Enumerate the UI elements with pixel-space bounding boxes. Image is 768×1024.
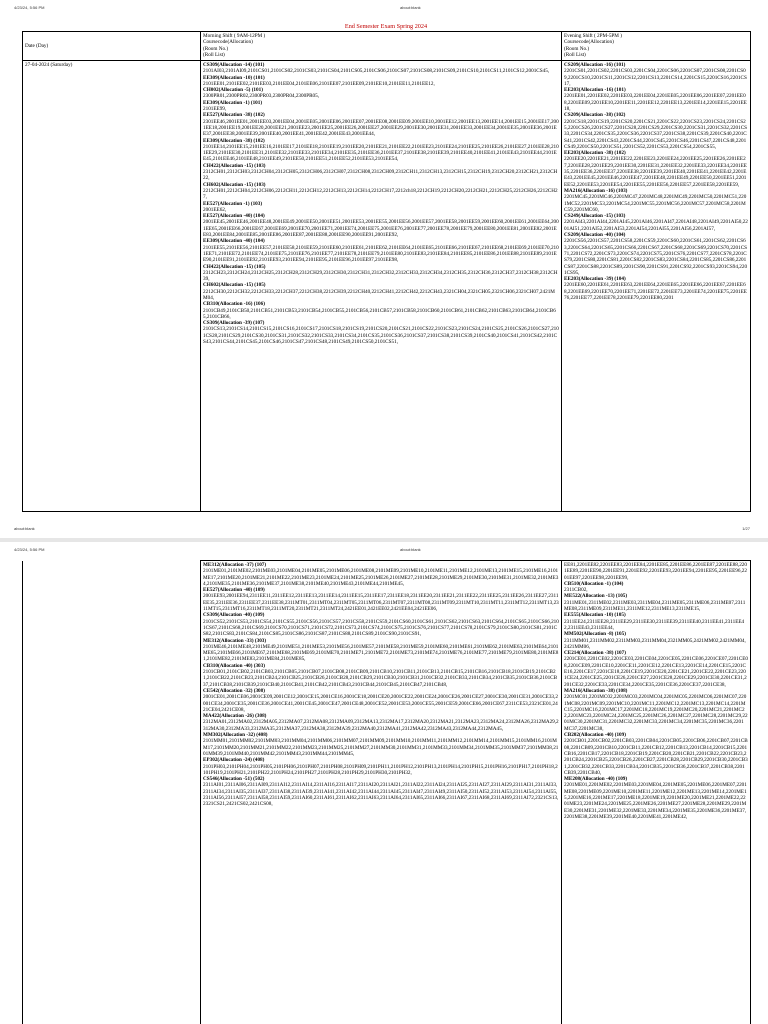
- allocation-roll-list: 2201ME01,2201ME02,2201ME03,2201ME04,2201ME05,2201ME06,2201ME07,2201ME08,2201ME09,2201ME10,2201ME11,2201ME12,2201ME13,2201ME14,2201ME15,2201ME16,2201ME17,2201ME18,2201ME19,2201ME20,2201ME21,2201ME22,2201ME23,2201ME24,2201ME25,2201ME26,2201ME27,2201ME28,2201ME29,2201ME30,2201ME31,2201ME32,2201ME33,2201ME34,2201ME35,2201ME36,2201ME37,2201ME38,2201ME39,2201ME40,2201ME41,2201ME42,: [564, 782, 747, 820]
- allocation-course-code: EE203(Allocation -39) (104): [564, 276, 626, 283]
- allocation-entry: [203, 112, 559, 137]
- print-timestamp: 4/23/24, 5:56 PM: [14, 547, 45, 552]
- exam-title: End Semester Exam Spring 2024: [344, 23, 428, 30]
- allocation-course-code: MA422(Allocation -26) (308): [203, 713, 267, 720]
- evening-header-line: (Roll List): [564, 51, 586, 58]
- allocation-course-code: CE214(Allocation -38) (107): [564, 650, 626, 657]
- allocation-roll-list: 2201MC45,2201MC46,2201MC47,2201MC48,2201MC49,2201MC50,2201MC51,2201MC52,2201MC53,2201MC54,2201MC55,2201MC56,2201MC57,2201MC58,2201MC59,2201MC60,: [564, 194, 747, 213]
- allocation-course-code: CH002(Allocation -5) (101): [203, 87, 263, 94]
- morning-entries: [203, 62, 559, 510]
- evening-entries-continued: [564, 562, 748, 1024]
- print-url-title: about:blank: [400, 547, 421, 552]
- allocation-entry: [203, 201, 559, 214]
- allocation-roll-list: 2201EE01,2201EE02,2201EE03,2201EE04,2201EE05,2201EE06,2201EE07,2201EE08,2201EE09,2201EE10,2201EE11,2201EE12,2201EE13,2201EE14,2201EE15,2201EE18,: [564, 93, 747, 113]
- allocation-entry: [564, 581, 748, 594]
- allocation-roll-list: 2001EE62,: [203, 206, 227, 213]
- allocation-entry: [564, 213, 748, 232]
- allocation-entry: [564, 276, 748, 301]
- allocation-course-code: CB202(Allocation -40) (109): [564, 732, 626, 739]
- allocation-entry: [564, 87, 748, 112]
- allocation-roll-list: 2001EE45,2001EE46,2001EE48,2001EE49,2001EE50,2001EE51,2001EE53,2001EE55,2001EE56,2001EE57,2001EE58,2001EE59,2001EE60,2001EE61,2001EE64,2001EE65,2001EE66,2001EE67,2001EE69,2001EE70,2001EE71,2001EE74,2001EE75,2001EE76,2001EE77,2001EE78,2001EE79,2001EE80,2001EE81,2001EE82,2001EE83,2001EE84,2001EE85,2001EE86,2001EE87,2001EE88,2001EE90,2001EE91,2001EE92,: [203, 219, 559, 239]
- allocation-course-code: CH602(Allocation -15) (103): [203, 181, 266, 188]
- evening-header-line: Evening Shift ( 2PM-5PM ): [564, 33, 622, 39]
- evening-header-line: (Room No.): [564, 45, 590, 52]
- allocation-course-code: ME522(Allocation -13) (105): [564, 593, 628, 600]
- allocation-roll-list: 2101MM01,2101MM02,2101MM03,2101MM04,2101MM06,2101MM07,2101MM09,2101MM10,2101MM11,2101MM12,2101MM14,2101MM15,2101MM16,2101MM17,2101MM20,2101MM21,2101MM22,2101MM23,2101MM25,2101MM27,2101MM30,2101MM31,2101MM33,2101MM34,2101MM35,2101MM37,2101MM38,2101MM39,2101MM40,2101MM42,2101MM43,2101MM44,2101MM45,: [203, 738, 559, 757]
- allocation-course-code: CB310(Allocation -40) (303): [203, 662, 265, 669]
- allocation-entry: [203, 163, 559, 182]
- allocation-course-code: CH422(Allocation -15) (105): [203, 263, 266, 270]
- allocation-entry: [203, 282, 559, 301]
- allocation-course-code: EE309(Allocation -38) (102): [203, 137, 265, 144]
- allocation-roll-list: 2201CS01,2201CS02,2201CS03,2201CS04,2201CS06,2201CS07,2201CS08,2201CS09,2201CS10,2201CS11,2201CS12,2201CS13,2201CS14,2201CS15,2201CS16,2201CS17,: [564, 68, 747, 87]
- allocation-entry: [203, 776, 559, 807]
- date-row: [23, 61, 751, 512]
- evening-cell: [562, 61, 751, 512]
- allocation-entry: [564, 62, 748, 87]
- allocation-roll-list: 2101CB49,2101CB50,2101CB51,2101CB53,2101CB54,2101CB55,2101CB56,2101CB57,2101CB58,2101CB60,2101CB61,2101CB62,2101CB63,2101CB64,2101CB65,2101CB66,: [203, 307, 556, 320]
- allocation-entry: [564, 776, 748, 820]
- allocation-roll-list: 2101AI03,2101AI09,2101CS01,2101CS02,2101CS03,2101CS04,2101CS05,2101CS06,2101CS07,2101CS08,2101CS09,2101CS10,2101CS11,2101CS12,2001CS45,: [203, 68, 550, 75]
- header-row: [23, 32, 751, 61]
- allocation-roll-list: 2201CS18,2201CS19,2201CS20,2201CS21,2201CS22,2201CS23,2201CS24,2201CS25,2201CS26,2201CS27,2201CS28,2201CS29,2201CS30,2201CS31,2201CS32,2201CS33,2201CS34,2201CS35,2201CS36,2201CS37,2201CS38,2201CS39,2201CS40,2201CS41,2201CS42,2201CS43,2201CS44,2201CS45,2201CS46,2201CS47,2201CS48,2201CS49,2201CS50,2201CS51,2201CS52,2201CS53,2201CS54,2201CS55,: [564, 118, 748, 150]
- exam-sheet-continued: [22, 560, 750, 1024]
- allocation-entry: [564, 732, 748, 776]
- allocation-entry: [203, 138, 559, 163]
- morning-cell: [201, 61, 562, 512]
- evening-header-line: Coursecode(Allocation): [564, 39, 614, 46]
- allocation-roll-list: 2101PH03,2101PH04,2101PH05,2101PH06,2101PH07,2101PH08,2101PH09,2101PH11,2101PH12,2101PH13,2101PH14,2101PH15,2101PH16,2101PH17,2101PH18,2101PH19,2101PH21,2101PH22,2101PH24,2101PH27,2101PH28,2101PH29,2101PH30,2101PH32,: [203, 763, 558, 776]
- allocation-course-code: EP302(Allocation -24) (408): [203, 757, 265, 764]
- morning-header-line: Morning Shift ( 9AM-12PM ): [203, 33, 266, 39]
- allocation-roll-list: 2301EE46,2001EE01,2001EE03,2001EE04,2001EE05,2001EE06,2001EE07,2001EE08,2001EE09,2001EE10,2001EE12,2001EE13,2001EE14,2001EE15,2001EE17,2001EE18,2001EE19,2001EE20,2001EE21,2001EE23,2001EE25,2001EE26,2001EE27,2001EE29,2001EE30,2001EE31,2001EE33,2001EE34,2001EE35,2001EE36,2001EE37,2001EE38,2001EE39,2001EE40,2001EE41,2001EE42,2001EE43,2001EE44,: [203, 118, 559, 138]
- allocation-entry: [203, 238, 559, 263]
- allocation-course-code: EE527(Allocation -40) (109): [203, 587, 265, 594]
- morning-entries-continued: [203, 562, 559, 1024]
- allocation-course-code: CH422(Allocation -15) (103): [203, 162, 266, 169]
- allocation-entry: [564, 150, 748, 188]
- print-header: [0, 547, 768, 555]
- allocation-course-code: CS309(Allocation -39) (107): [203, 320, 265, 327]
- allocation-course-code: CS249(Allocation -15) (103): [564, 213, 626, 220]
- allocation-course-code: MA216(Allocation -38) (108): [564, 687, 628, 694]
- allocation-course-code: EE309(Allocation -10) (101): [203, 74, 265, 81]
- morning-header-line: (Room No.): [203, 45, 229, 52]
- allocation-roll-list: 2300PR01,2300PR02,2300PR03,2300PR04,2300PR05,: [203, 93, 320, 100]
- allocation-entry: [203, 320, 559, 345]
- evening-cell-continued: [562, 561, 751, 1024]
- allocation-entry: [564, 593, 748, 612]
- allocation-entry: [203, 213, 559, 238]
- date-cell-continued: [23, 561, 201, 1024]
- allocation-course-code: EE203(Allocation -16) (101): [564, 87, 626, 94]
- allocation-entry: [203, 587, 559, 612]
- allocation-course-code: ME312(Allocation -37) (107): [203, 562, 267, 568]
- evening-entries: [564, 62, 748, 510]
- allocation-course-code: MM502(Allocation -8) (105): [564, 631, 626, 638]
- allocation-entry: [564, 650, 748, 688]
- print-page-2: [0, 542, 768, 1024]
- allocation-entry: [203, 100, 559, 113]
- continued-row: [23, 561, 751, 1024]
- allocation-roll-list: 2311MM01,2311MM02,2311MM03,2311MM04,2321MM05,2421MM02,2421MM04,2421MM06,: [564, 637, 746, 650]
- schedule-table: [22, 31, 751, 512]
- allocation-roll-list: 2311AI01,2311AI06,2311AI09,2311AI12,2311AI14,2311AI16,2311AI17,2311AI20,2311AI21,2311AI22,2311AI24,2311AI25,2311AI27,2311AI29,2311AI31,2311AI33,2311AI34,2311AI35,2311AI37,2311AI38,2311AI39,2311AI41,2311AI42,2311AI44,2311AI45,2311AI47,2311AI49,2311AI50,2311AI52,2311AI53,2311AI54,2311AI55,2311AI56,2311AI57,2311AI58,2311AI59,2311AI60,2311AI61,2311AI62,2311AI63,2311AI64,2311AI65,2311AI66,2311AI67,2311AI68,2311AI69,2311AI72,2321CS13,2321CS21,2421CS02,2421CS08,: [203, 782, 559, 808]
- print-timestamp: 4/23/24, 5:56 PM: [14, 5, 45, 10]
- exam-sheet: [22, 22, 750, 512]
- allocation-course-code: CE542(Allocation -32) (308): [203, 687, 265, 694]
- allocation-entry: [564, 612, 748, 631]
- date-cell: 27-04-2024 (Saturday): [23, 61, 201, 512]
- allocation-course-code: ME312(Allocation -33) (303): [203, 637, 267, 644]
- allocation-roll-list: 2101EE55,2101EE56,2101EE57,2101EE58,2101EE59,2101EE60,2101EE61,2101EE62,2101EE64,2101EE65,2101EE66,2101EE67,2101EE68,2101EE69,2101EE70,2101EE71,2101EE72,2101EE74,2101EE75,2101EE76,2101EE77,2101EE78,2101EE79,2101EE80,2101EE83,2101EE84,2101EE85,2101EE86,2101EE88,2101EE89,2101EE90,2101EE91,2101EE92,2101EE93,2101EE94,2101EE95,2101EE96,2101EE97,2101EE98,: [203, 244, 559, 264]
- allocation-course-code: MA216(Allocation -16) (103): [564, 187, 628, 194]
- allocation-course-code: CS546(Allocation -51) (502): [203, 776, 265, 783]
- allocation-roll-list: 2201MC01,2201MC02,2201MC03,2201MC04,2201MC05,2201MC06,2201MC07,2201MC08,2201MC09,2201MC10,2201MC11,2201MC12,2201MC13,2201MC14,2201MC15,2201MC16,2201MC17,2201MC18,2201MC19,2201MC20,2201MC21,2201MC22,2201MC23,2201MC24,2201MC25,2201MC26,2201MC27,2201MC28,2201MC29,2201MC30,2201MC31,2201MC32,2201MC33,2201MC34,2201MC35,2201MC36,2201MC37,2201MC38,: [564, 694, 748, 732]
- allocation-roll-list: 2001EE93,2001EE94,2311EE11,2311EE12,2311EE13,2311EE14,2311EE15,2311EE17,2311EE18,2311EE20,2311EE21,2311EE22,2311EE25,2311EE26,2311EE27,2311EE35,2311EE36,2311EE37,2311EE38,2311MT01,2311MT04,2311MT05,2311MT06,2311MT07,2311MT08,2311MT09,2311MT10,2311MT11,2311MT12,2311MT13,2311MT15,2311MT16,2311MT18,2311MT20,2311MT21,2311MT24,2421EE01,2421EE02,2421EE04,2421EE06,: [203, 593, 559, 613]
- allocation-entry: [564, 688, 748, 732]
- allocation-roll-list: 2201AI43,2201AI44,2201AI45,2201AI46,2201AI47,2201AI48,2201AI49,2201AI50,2201AI51,2201AI52,2201AI53,2201AI54,2201AI55,2201AI56,2201AI57,: [564, 219, 748, 232]
- print-footer-url: about:blank: [14, 526, 35, 531]
- allocation-course-code: CS309(Allocation -40) (109): [203, 612, 265, 619]
- allocation-roll-list: 2201CB01,2201CB02,2201CB03,2201CB04,2201CB05,2201CB06,2201CB07,2201CB08,2201CB09,2201CB10,2201CB11,2201CB12,2201CB13,2201CB14,2201CB15,2201CB16,2201CB17,2201CB18,2201CB19,2201CB20,2201CB21,2201CB22,2201CB23,2201CB24,2201CB25,2201CB26,2201CB27,2201CB28,2201CB29,2201CB30,2201CB31,2201CB32,2201CB33,2201CB34,2201CB35,2201CB36,2201CB37,2201CB38,2201CB39,2201CB40,: [564, 738, 748, 776]
- allocation-course-code: CS209(Allocation -38) (102): [564, 112, 626, 119]
- allocation-entry: [564, 188, 748, 213]
- print-header: [0, 5, 768, 13]
- allocation-entry: [203, 562, 559, 587]
- allocation-roll-list: 2101CS13,2101CS14,2101CS15,2101CS16,2101CS17,2101CS18,2101CS19,2101CS20,2101CS21,2101CS22,2101CS23,2101CS24,2101CS25,2101CS26,2101CS27,2101CS28,2101CS29,2101CS30,2101CS31,2101CS32,2101CS33,2101CS34,2101CS35,2101CS36,2101CS37,2101CS38,2101CS39,2101CS40,2101CS41,2101CS42,2101CS43,2101CS44,2101CS45,2101CS46,2101CS47,2101CS48,2101CS49,2101CS50,2101CS51,: [203, 326, 559, 346]
- allocation-roll-list: 2201EE20,2201EE21,2201EE22,2201EE23,2201EE24,2201EE25,2201EE26,2201EE27,2201EE28,2201EE29,2201EE30,2201EE31,2201EE32,2201EE33,2201EE34,2201EE35,2201EE36,2201EE37,2201EE38,2201EE39,2201EE40,2201EE41,2201EE42,2201EE43,2201EE45,2201EE46,2201EE47,2201EE48,2201EE49,2201EE50,2201EE51,2201EE52,2201EE53,2201EE54,2201EE55,2201EE56,2201EE57,2201EE58,2201EE59,: [564, 156, 747, 188]
- allocation-course-code: EE527(Allocation -40) (104): [203, 213, 265, 220]
- allocation-entry: [203, 732, 559, 757]
- allocation-roll-list: 2101CB01,2101CB02,2101CB03,2101CB05,2101CB07,2101CB08,2101CB09,2101CB10,2101CB11,2101CB13,2101CB15,2101CB16,2101CB18,2101CB19,2101CB21,2101CB22,2101CB23,2101CB24,2101CB25,2101CB26,2101CB28,2101CB29,2101CB30,2101CB31,2101CB32,2101CB33,2101CB34,2101CB35,2101CB36,2101CB37,2101CB38,2101CB39,2101CB40,2101CB41,2101CB42,2101CB43,2101CB44,2101CB45,2101CB47,2101CB48,: [203, 669, 558, 688]
- allocation-entry: [564, 631, 748, 650]
- allocation-roll-list: 2101ME46,2101ME48,2101ME49,2101ME51,2101ME53,2101ME56,2101ME57,2101ME58,2101ME59,2101ME60,2101ME61,2101ME62,2101ME63,2101ME64,2101ME65,2101ME66,2101ME67,2101ME68,2101ME69,2101ME70,2101ME71,2101ME72,2101ME73,2101ME74,2101ME76,2101ME77,2101ME79,2101ME80,2101ME81,2101ME82,2101ME83,2101ME84,2101ME85,: [203, 643, 559, 663]
- allocation-roll-list: 2101EE99,: [203, 106, 227, 113]
- allocation-entry: [203, 612, 559, 637]
- print-url-title: about:blank: [400, 5, 421, 10]
- allocation-course-code: EE203(Allocation -38) (102): [564, 150, 626, 157]
- allocation-entry: [564, 562, 748, 581]
- allocation-entry: [203, 75, 559, 88]
- allocation-course-code: CB310(Allocation -16) (106): [203, 301, 265, 308]
- allocation-course-code: MM302(Allocation -32) (408): [203, 732, 268, 739]
- evening-header: [562, 32, 751, 61]
- allocation-roll-list: 2312CH01,2312CH03,2312CH04,2312CH05,2312CH06,2312CH07,2312CH08,2312CH09,2312CH11,2312CH13,2312CH15,2312CH19,2312CH20,2312CH21,2312CH22,: [203, 169, 558, 182]
- allocation-course-code: EE309(Allocation -1) (101): [203, 99, 263, 106]
- allocation-entry: [203, 264, 559, 283]
- date-header: Date (Day): [23, 32, 201, 61]
- allocation-course-code: CB510(Allocation -1) (104): [564, 580, 624, 587]
- allocation-entry: [203, 87, 559, 100]
- allocation-course-code: EE555(Allocation -10) (105): [564, 612, 626, 619]
- allocation-roll-list: 2101ME01,2101ME02,2101ME03,2101ME04,2101ME05,2101ME06,2101ME08,2101ME09,2101ME10,2101ME11,2101ME12,2101ME13,2101ME15,2101ME16,2101ME17,2101ME20,2101ME21,2101ME22,2101ME23,2101ME24,2101ME25,2101ME26,2101ME27,2101ME28,2101ME29,2101ME30,2101ME31,2101ME32,2101ME34,2101ME35,2101ME36,2101ME37,2101ME38,2101ME40,2101ME43,2101ME44,2101ME45,: [203, 568, 559, 587]
- allocation-course-code: CS209(Allocation -40) (104): [564, 232, 626, 239]
- allocation-course-code: EE527(Allocation -1) (103): [203, 200, 263, 207]
- allocation-entry: [203, 713, 559, 732]
- allocation-entry: [564, 232, 748, 276]
- allocation-roll-list: EE81,2201EE82,2201EE83,2201EE84,2201EE85,2201EE86,2201EE87,2201EE88,2201EE89,2201EE90,2201EE91,2201EE92,2201EE93,2201EE94,2201EE95,2201EE96,2201EE97,2201EE98,2201EE99,: [564, 562, 747, 581]
- allocation-entry: [203, 62, 559, 75]
- allocation-entry: [203, 182, 559, 201]
- allocation-roll-list: 2311ME01,2311ME02,2311ME03,2311ME04,2311ME05,2311ME06,2311ME07,2311ME08,2311ME09,2311ME11,2311ME12,2311ME13,2311ME15,: [564, 599, 746, 613]
- allocation-roll-list: 2101EE14,2101EE15,2101EE16,2101EE17,2101EE18,2101EE19,2101EE20,2101EE21,2101EE22,2101EE23,2101EE24,2101EE25,2101EE26,2101EE27,2101EE28,2101EE29,2101EE30,2101EE31,2101EE32,2101EE33,2101EE34,2101EE35,2101EE36,2101EE37,2101EE38,2101EE39,2101EE40,2101EE41,2101EE43,2101EE44,2101EE45,2101EE46,2101EE48,2101EE49,2101EE50,2101EE51,2101EE52,2101EE53,2101EE54,: [203, 143, 559, 163]
- allocation-course-code: EE309(Allocation -40) (104): [203, 238, 265, 245]
- allocation-roll-list: 2201CS56,2201CS57,2201CS58,2201CS59,2201CS60,2201CS61,2201CS62,2201CS63,2201CS64,2201CS65,2201CS66,2201CS67,2201CS68,2201CS69,2201CS70,2201CS71,2201CS72,2201CS73,2201CS74,2201CS75,2201CS76,2201CS77,2201CS78,2201CS79,2201CS80,2201CS81,2201CS82,2201CS83,2201CS84,2201CS85,2201CS86,2201CS87,2201CS88,2201CS89,2201CS90,2201CS91,2201CS92,2201CS93,2201CS94,2201CS95,: [564, 238, 748, 276]
- allocation-roll-list: 2201CE01,2201CE02,2201CE03,2201CE04,2201CE05,2201CE06,2201CE07,2201CE08,2201CE09,2201CE10,2201CE11,2201CE12,2201CE13,2201CE14,2201CE15,2201CE16,2201CE17,2201CE18,2201CE19,2201CE20,2201CE21,2201CE22,2201CE23,2201CE24,2201CE25,2201CE26,2201CE27,2201CE28,2201CE29,2201CE30,2201CE31,2201CE32,2201CE33,2201CE34,2201CE35,2201CE36,2201CE37,2201CE38,: [564, 656, 748, 688]
- allocation-course-code: CH602(Allocation -15) (105): [203, 282, 266, 289]
- allocation-roll-list: 2212CH30,2212CH32,2212CH33,2212CH37,2212CH38,2212CH39,2212CH40,2212CH41,2212CH42,2212CH43,2321CH04,2321CH05,2321CH06,2321CH07,2421MM04,: [203, 288, 555, 301]
- allocation-roll-list: 2312MA01,2312MA02,2312MA05,2312MA07,2312MA08,2312MA09,2312MA13,2312MA17,2312MA20,2312MA21,2312MA23,2312MA24,2312MA26,2312MA29,2312MA30,2312MA33,2312MA35,2312MA37,2312MA38,2312MA39,2312MA40,2312MA41,2312MA42,2312MA43,2312MA44,2312MA45,: [203, 719, 559, 732]
- allocation-course-code: EE527(Allocation -38) (102): [203, 112, 265, 119]
- allocation-course-code: CS209(Allocation -16) (101): [564, 62, 626, 68]
- morning-header: [201, 32, 562, 61]
- allocation-roll-list: 2101CS52,2101CS53,2101CS54,2101CS55,2101CS56,2101CS57,2101CS58,2101CS59,2101CS60,2101CS61,2101CS62,2101CS63,2101CS64,2101CS65,2101CS66,2101CS67,2101CS68,2101CS69,2101CS70,2101CS71,2101CS72,2101CS73,2101CS74,2101CS75,2101CS76,2101CS77,2101CS78,2101CS79,2101CS80,2101CS81,2101CS82,2101CS83,2101CS84,2101CS85,2101CS86,2101CS87,2101CS88,2101CS89,2101CS90,2101CS91,: [203, 618, 559, 638]
- allocation-entry: [203, 663, 559, 688]
- morning-cell-continued: [201, 561, 562, 1024]
- allocation-roll-list: 2312CH23,2312CH24,2312CH25,2312CH28,2312CH29,2312CH30,2312CH31,2312CH32,2312CH33,2312CH34,2312CH35,2312CH36,2312CH37,2312CH38,2312CH39,: [203, 269, 558, 283]
- allocation-entry: [564, 112, 748, 150]
- morning-header-line: Coursecode(Allocation): [203, 39, 253, 46]
- allocation-roll-list: 2001CE01,2001CE06,2001CE09,2001CE12,2001CE15,2001CE16,2001CE18,2001CE20,2001CE22,2001CE24,2001CE26,2001CE27,2001CE30,2001CE31,2001CE33,2001CE34,2001CE35,2001CE36,2001CE41,2001CE45,2001CE47,2001CE48,2001CE52,2001CE53,2001CE55,2001CE59,2001CE66,2001CE67,2311CE53,2321CE01,2421CE04,2421CE08,: [203, 694, 558, 713]
- allocation-roll-list: 2212CH01,2212CH04,2212CH06,2212CH11,2212CH12,2212CH13,2212CH14,2212CH17,2212ch18,2212CH19,2212CH20,2212CH21,2212CH25,2212CH26,2212CH27,: [203, 187, 558, 201]
- print-page-number: 1/27: [742, 526, 750, 531]
- allocation-roll-list: 2201EE60,2201EE61,2201EE63,2201EE64,2201EE65,2201EE66,2201EE67,2201EE68,2201EE69,2201EE70,2201EE71,2201EE72,2201EE73,2201EE74,2201EE75,2201EE76,2201EE77,2201EE78,2201EE79,2201EE80,2201: [564, 282, 747, 301]
- allocation-course-code: ME208(Allocation -40) (109): [564, 776, 628, 783]
- morning-header-line: (Roll List): [203, 51, 225, 58]
- allocation-course-code: CS309(Allocation -14) (101): [203, 62, 265, 68]
- schedule-table-continued: [22, 560, 751, 1024]
- allocation-roll-list: 2311CB02,: [564, 587, 588, 594]
- allocation-roll-list: 2101EE01,2101EE02,2101EE03,2101EE04,2101EE06,2101EE07,2101EE09,2101EE10,2101EE11,2101EE12,: [203, 80, 435, 87]
- allocation-entry: [203, 757, 559, 776]
- allocation-entry: [203, 301, 559, 320]
- print-footer: [0, 526, 768, 534]
- allocation-entry: [203, 688, 559, 713]
- allocation-roll-list: 2311EE24,2311EE28,2311EE29,2311EE30,2311EE39,2311EE40,2311EE41,2311EE42,2311EE43,2311EE44,: [564, 618, 745, 631]
- allocation-entry: [203, 638, 559, 663]
